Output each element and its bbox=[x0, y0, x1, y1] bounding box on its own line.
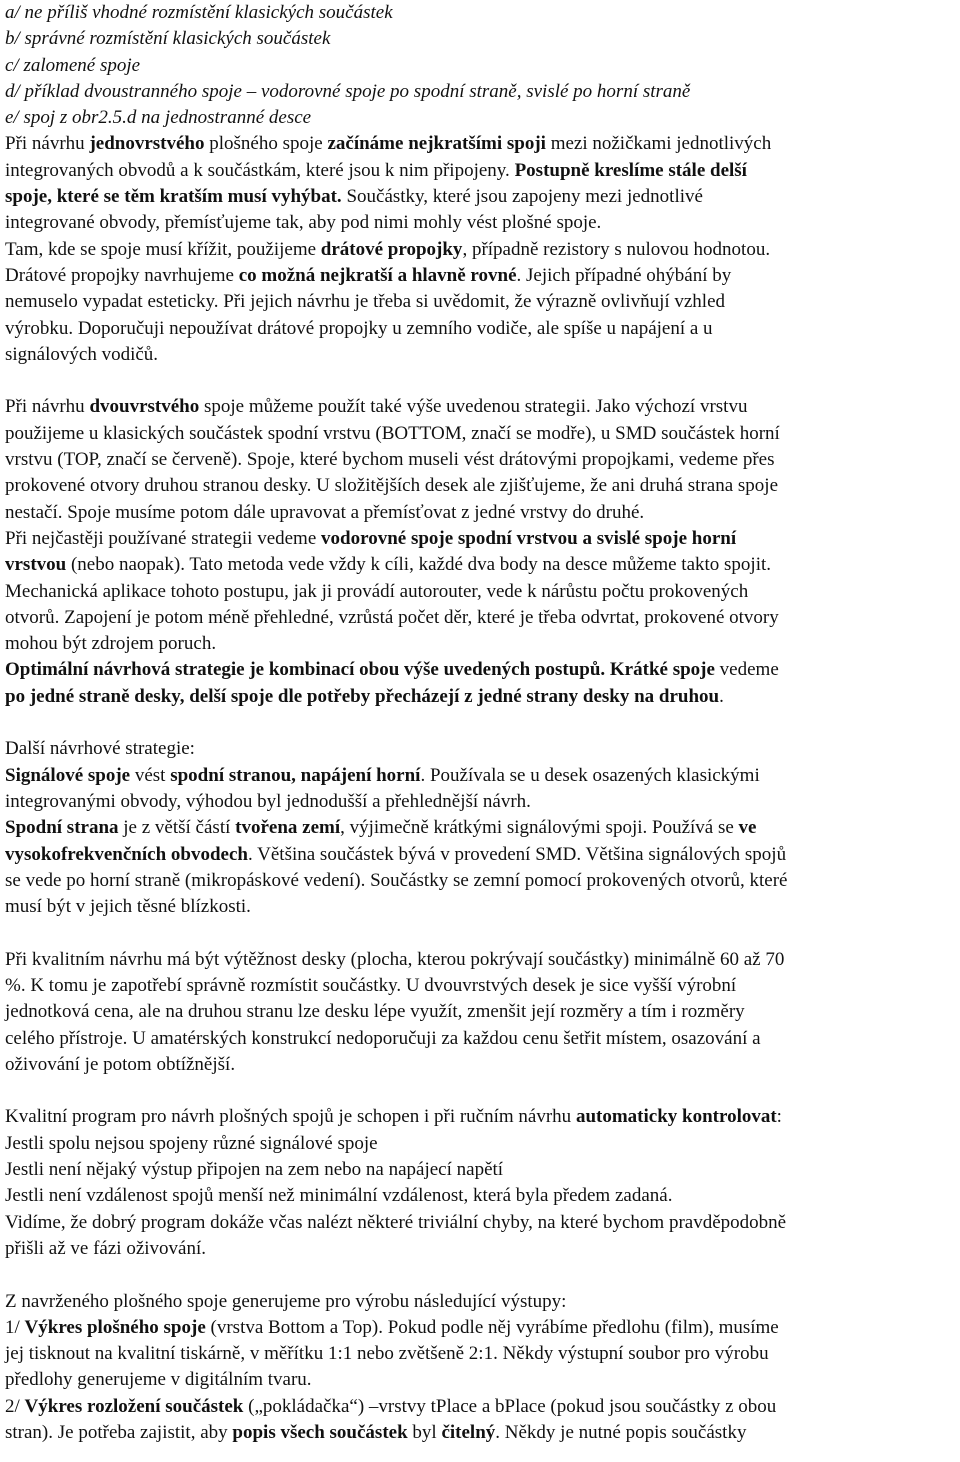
bold-run: Optimální návrhová strategie je kombinací obou výše uvedených postupů. bbox=[5, 659, 606, 681]
text-run: mezi nožičkami jednotlivých bbox=[545, 133, 772, 155]
text-line bbox=[5, 184, 954, 210]
text-line bbox=[5, 1420, 954, 1446]
text-run: plošného spoje bbox=[204, 133, 328, 155]
text-run: jednotková cena, ale na druhou stranu lze desku lépe využít, zmenšit její rozměry a tím i rozměry bbox=[5, 1001, 745, 1023]
text-line bbox=[5, 1341, 954, 1367]
text-run: Jestli spolu nejsou spojeny různé signálové spoje bbox=[5, 1132, 378, 1154]
bold-run: Spodní strana bbox=[5, 817, 119, 839]
text-run: . Většina součástek bývá v provedení SMD. Většina signálových spojů bbox=[247, 843, 787, 865]
text-line bbox=[5, 1394, 954, 1420]
bold-run: spoje, které se těm kratším musí vyhýbat. bbox=[5, 186, 342, 208]
caption-c: c/ zalomené spoje bbox=[5, 54, 141, 76]
text-run: . bbox=[719, 685, 724, 707]
text-run: . Jejich případné ohýbání by bbox=[516, 264, 732, 286]
paragraph bbox=[5, 1104, 954, 1262]
text-run: se vede po horní straně (mikropáskové vedení). Součástky se zemní pomocí prokovených otvorů, které bbox=[5, 869, 788, 891]
text-run: integrovanými obvody, výhodou byl jednodušší a přehlednější návrh. bbox=[5, 790, 531, 812]
text-line bbox=[5, 1183, 954, 1209]
bold-run: začínáme nejkratšími spoji bbox=[327, 133, 546, 155]
text-line bbox=[5, 1052, 954, 1078]
bold-run: popis všech součástek bbox=[232, 1422, 408, 1444]
bold-run: tvořena zemí bbox=[235, 817, 341, 839]
text-line bbox=[5, 579, 954, 605]
text-line bbox=[5, 210, 954, 236]
text-run: , výjimečně krátkými signálovými spoji. Používá se bbox=[340, 817, 739, 839]
text-run: spoje můžeme použít také výše uvedenou strategii. Jako výchozí vrstvu bbox=[199, 396, 748, 418]
text-run: stran). Je potřeba zajistit, aby bbox=[5, 1422, 233, 1444]
caption-d: d/ příklad dvoustranného spoje – vodorovné spoje po spodní straně, svislé po horní straně bbox=[5, 80, 691, 102]
text-run: Z navrženého plošného spoje generujeme pro výrobu následující výstupy: bbox=[5, 1290, 567, 1312]
text-run: 2/ bbox=[5, 1395, 25, 1417]
text-run: Vidíme, že dobrý program dokáže včas nalézt některé triviální chyby, na které bychom pravděpodobně bbox=[5, 1211, 787, 1233]
text-line bbox=[5, 815, 954, 841]
text-line bbox=[5, 289, 954, 315]
text-line bbox=[5, 684, 954, 710]
text-run: Kvalitní program pro návrh plošných spojů je schopen i při ručním návrhu bbox=[5, 1106, 576, 1128]
text-line bbox=[5, 263, 954, 289]
text-line bbox=[5, 1210, 954, 1236]
bold-run: ve bbox=[738, 817, 757, 839]
paragraph bbox=[5, 1289, 954, 1447]
text-line bbox=[5, 1367, 954, 1393]
text-run: vedeme bbox=[714, 659, 779, 681]
bold-run: čitelný bbox=[441, 1422, 496, 1444]
paragraph-gap bbox=[5, 1262, 954, 1288]
text-line bbox=[5, 1315, 954, 1341]
text-run: musí být v jejich těsné blízkosti. bbox=[5, 896, 251, 918]
text-run: předlohy generujeme v digitálním tvaru. bbox=[5, 1369, 312, 1391]
bold-run: Výkres plošného spoje bbox=[24, 1316, 206, 1338]
bold-run: Výkres rozložení součástek bbox=[24, 1395, 244, 1417]
text-run: signálových vodičů. bbox=[5, 343, 159, 365]
text-run: (vrstva Bottom a Top). Pokud podle něj vyrábíme předlohu (film), musíme bbox=[205, 1316, 779, 1338]
caption-a: a/ ne příliš vhodné rozmístění klasických součástek bbox=[5, 2, 393, 23]
text-line bbox=[5, 1026, 954, 1052]
text-run: Další návrhové strategie: bbox=[5, 738, 195, 760]
text-run: („pokládačka“) –vrstvy tPlace a bPlace (pokud jsou součástky z obou bbox=[243, 1395, 777, 1417]
text-line bbox=[5, 500, 954, 526]
text-run: Při návrhu bbox=[5, 396, 90, 418]
text-run: Při návrhu bbox=[5, 133, 90, 155]
figure-caption-list bbox=[5, 0, 954, 131]
text-line bbox=[5, 999, 954, 1025]
text-run: Drátové propojky navrhujeme bbox=[5, 264, 239, 286]
text-line bbox=[5, 421, 954, 447]
text-run: mohou být zdrojem poruch. bbox=[5, 633, 217, 655]
text-line bbox=[5, 657, 954, 683]
text-line bbox=[5, 316, 954, 342]
text-line bbox=[5, 158, 954, 184]
text-run: Při kvalitním návrhu má být výtěžnost desky (plocha, kterou pokrývají součástky) minimálně 60 až 70 bbox=[5, 948, 785, 970]
text-line bbox=[5, 473, 954, 499]
text-run: %. K tomu je zapotřebí správně rozmístit součástky. U dvouvrstvých desek je sice vyšší výrobní bbox=[5, 974, 737, 996]
text-line bbox=[5, 842, 954, 868]
bold-run: automaticky kontrolovat bbox=[575, 1106, 777, 1128]
text-run: vrstvu (TOP, značí se červeně). Spoje, které bychom museli vést drátovými propojkami, vedeme přes bbox=[5, 449, 775, 471]
text-run: oživování je potom obtížnější. bbox=[5, 1053, 236, 1075]
text-line bbox=[5, 789, 954, 815]
text-run: Součástky, které jsou zapojeny mezi jednotlivé bbox=[341, 186, 703, 208]
text-run: přišli až ve fázi oživování. bbox=[5, 1237, 207, 1259]
text-run: nestačí. Spoje musíme potom dále upravovat a přemísťovat z jedné vrstvy do druhé. bbox=[5, 501, 645, 523]
text-run: integrované obvody, přemísťujeme tak, aby pod nimi mohly vést plošné spoje. bbox=[5, 212, 602, 234]
text-line bbox=[5, 736, 954, 762]
text-line bbox=[5, 237, 954, 263]
caption-b: b/ správné rozmístění klasických součástek bbox=[5, 28, 331, 50]
text-run: Jestli není vzdálenost spojů menší než minimální vzdálenost, která byla předem zadaná. bbox=[5, 1185, 673, 1207]
text-run: je z větší částí bbox=[118, 817, 236, 839]
text-line bbox=[5, 1289, 954, 1315]
paragraph-gap bbox=[5, 710, 954, 736]
text-run: celého přístroje. U amatérských konstrukcí nedoporučuji za každou cenu šetřit místem, osazování a bbox=[5, 1027, 761, 1049]
text-run: . Někdy je nutné popis součástky bbox=[495, 1422, 747, 1444]
text-run: , případně rezistory s nulovou hodnotou. bbox=[462, 238, 771, 260]
bold-run: spodní stranou, napájení horní bbox=[170, 764, 421, 786]
bold-run: jednovrstvého bbox=[89, 133, 205, 155]
text-run: výrobku. Doporučuji nepoužívat drátové propojky u zemního vodiče, ale spíše u napájení a u bbox=[5, 317, 713, 339]
text-line bbox=[5, 131, 954, 157]
paragraph bbox=[5, 131, 954, 368]
text-line bbox=[5, 631, 954, 657]
text-line bbox=[5, 447, 954, 473]
text-line bbox=[5, 868, 954, 894]
bold-run: vrstvou bbox=[5, 554, 67, 576]
text-line bbox=[5, 1236, 954, 1262]
text-line bbox=[5, 526, 954, 552]
text-line bbox=[5, 763, 954, 789]
text-line bbox=[5, 1104, 954, 1130]
paragraph-gap bbox=[5, 1078, 954, 1104]
paragraph bbox=[5, 394, 954, 710]
text-run: . Používala se u desek osazených klasickými bbox=[420, 764, 760, 786]
text-run: : bbox=[776, 1106, 782, 1128]
text-line bbox=[5, 605, 954, 631]
paragraph bbox=[5, 736, 954, 920]
text-line bbox=[5, 894, 954, 920]
text-run: Tam, kde se spoje musí křížit, použijeme bbox=[5, 238, 321, 260]
paragraph bbox=[5, 947, 954, 1078]
text-run: 1/ bbox=[5, 1316, 25, 1338]
text-run: jej tisknout na kvalitní tiskárně, v měřítku 1:1 nebo zvětšeně 2:1. Někdy výstupní soubor pro výrobu bbox=[5, 1343, 769, 1365]
bold-run: po jedné straně desky, delší spoje dle potřeby přecházejí z jedné strany desky na druhou bbox=[5, 685, 720, 707]
bold-run: Krátké spoje bbox=[609, 659, 715, 681]
body-text bbox=[5, 131, 954, 1446]
text-run: byl bbox=[407, 1422, 442, 1444]
text-line bbox=[5, 973, 954, 999]
bold-run: co možná nejkratší a hlavně rovné bbox=[238, 264, 517, 286]
text-line bbox=[5, 1131, 954, 1157]
text-line bbox=[5, 947, 954, 973]
text-run: vést bbox=[130, 764, 171, 786]
text-run: otvorů. Zapojení je potom méně přehledné, vzrůstá počet děr, které je třeba odvrtat, prokovené otvory bbox=[5, 606, 779, 628]
text-run: prokovené otvory druhou stranou desky. U složitějších desek ale zjišťujeme, že ani druhá strana spoje bbox=[5, 475, 778, 497]
text-run: Mechanická aplikace tohoto postupu, jak ji provádí autorouter, vede k nárůstu počtu prokovených bbox=[5, 580, 749, 602]
text-run: Při nejčastěji používané strategii vedeme bbox=[5, 527, 322, 549]
text-line bbox=[5, 552, 954, 578]
text-line bbox=[5, 342, 954, 368]
text-run: použijeme u klasických součástek spodní vrstvu (BOTTOM, značí se modře), u SMD součástek horní bbox=[5, 422, 780, 444]
text-line bbox=[5, 394, 954, 420]
bold-run: Signálové spoje bbox=[5, 764, 131, 786]
text-line bbox=[5, 1157, 954, 1183]
text-run: Jestli není nějaký výstup připojen na zem nebo na napájecí napětí bbox=[5, 1159, 504, 1181]
bold-run: vysokofrekvenčních obvodech bbox=[5, 843, 248, 865]
paragraph-gap bbox=[5, 920, 954, 946]
bold-run: Postupně kreslíme stále delší bbox=[514, 159, 747, 181]
caption-e: e/ spoj z obr2.5.d na jednostranné desce bbox=[5, 107, 312, 129]
text-run: (nebo naopak). Tato metoda vede vždy k cíli, každé dva body na desce můžeme takto spojit. bbox=[66, 554, 772, 576]
bold-run: dvouvrstvého bbox=[89, 396, 200, 418]
text-run: integrovaných obvodů a k součástkám, které jsou k nim připojeny. bbox=[5, 159, 515, 181]
text-run: nemuselo vypadat esteticky. Při jejich návrhu je třeba si uvědomit, že výrazně ovlivňují vzhled bbox=[5, 291, 726, 313]
bold-run: vodorovné spoje spodní vrstvou a svislé spoje horní bbox=[321, 527, 737, 549]
bold-run: drátové propojky bbox=[320, 238, 463, 260]
paragraph-gap bbox=[5, 368, 954, 394]
